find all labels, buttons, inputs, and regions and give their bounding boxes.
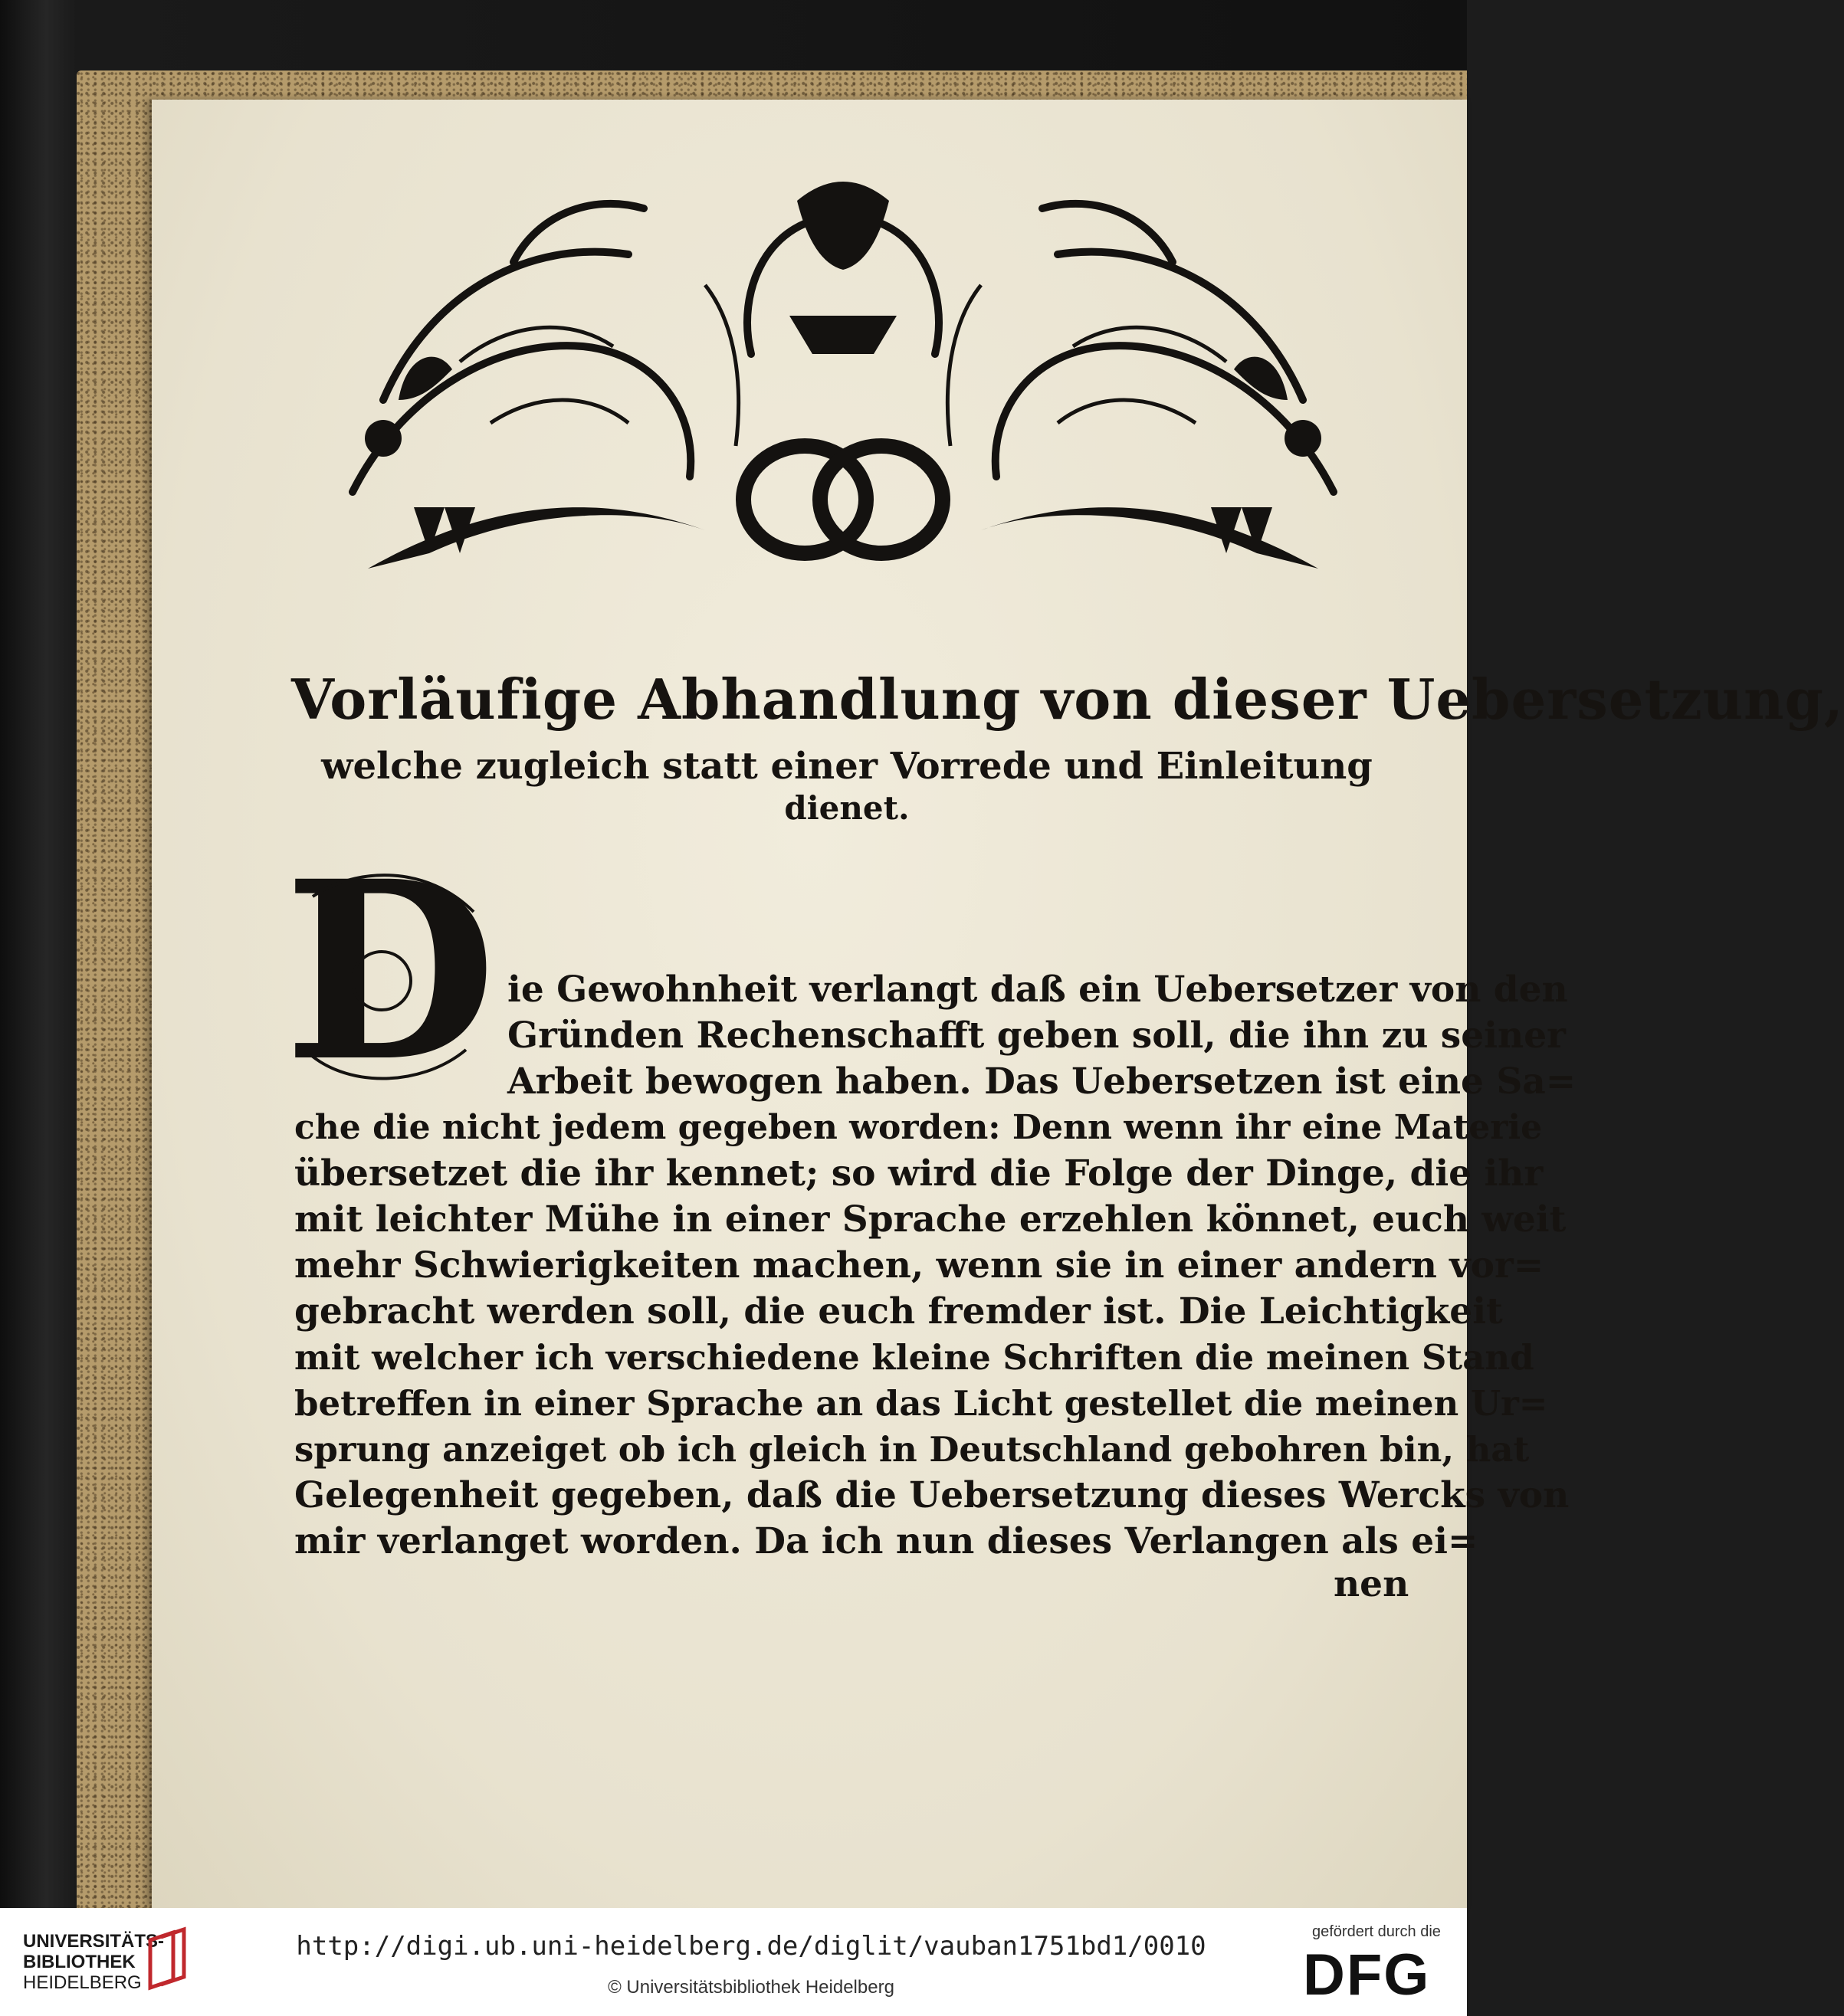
copyright-text: © Universitätsbibliothek Heidelberg [608,1977,894,1998]
library-name-line2: BIBLIOTHEK [23,1952,136,1972]
library-logo-icon [146,1932,192,1988]
library-name-line3: HEIDELBERG [23,1972,142,1993]
text-line-11: sprung anzeiget ob ich gleich in Deutschland gebohren bin, hat [294,1429,1530,1470]
dfg-logo[interactable]: DFG [1303,1942,1431,2008]
text-line-12: Gelegenheit gegeben, daß die Uebersetzung dieses Wercks von [294,1474,1570,1516]
footer-bar [0,1908,1467,2016]
woodcut-ornament [337,170,1349,584]
page-subtitle: welche zugleich statt einer Vorrede und Einleitung [321,745,1373,788]
text-line-10: betreffen in einer Sprache an das Licht gestellet die meinen Ur= [294,1383,1548,1424]
permalink-url[interactable]: http://digi.ub.uni-heidelberg.de/diglit/vauban1751bd1/0010 [296,1931,1206,1962]
text-line-5: übersetzet die ihr kennet; so wird die Folge der Dinge, die ihr [294,1152,1544,1195]
page-subtitle-end: dienet. [784,789,910,827]
text-line-4: che die nicht jedem gegeben worden: Denn wenn ihr eine Materie [294,1108,1543,1147]
text-line-13: mir verlanget worden. Da ich nun dieses Verlangen als ei= [294,1520,1478,1562]
page-title: Vorläufige Abhandlung von dieser Uebersetzung, [291,667,1844,732]
funded-by-label: gefördert durch die [1312,1923,1441,1940]
library-logo-text[interactable] [23,1931,164,1993]
text-line-3: Arbeit bewogen haben. Das Uebersetzen ist eine Sa= [507,1060,1577,1103]
text-line-1: ie Gewohnheit verlangt daß ein Uebersetzer von den [507,969,1568,1011]
catchword: nen [1334,1563,1409,1605]
text-line-6: mit leichter Mühe in einer Sprache erzehlen könnet, euch weit [294,1198,1567,1241]
decorated-initial [284,828,497,1116]
initial-letter: D [284,828,497,1116]
text-line-7: mehr Schwierigkeiten machen, wenn sie in einer andern vor= [294,1244,1544,1287]
library-name-line1: UNIVERSITÄTS- [23,1931,165,1952]
text-line-8: gebracht werden soll, die euch fremder ist. Die Leichtigkeit [294,1290,1503,1333]
text-line-2: Gründen Rechenschafft geben soll, die ihn zu seiner [507,1015,1566,1057]
ornament-graphic [337,170,1349,584]
text-line-9: mit welcher ich verschiedene kleine Schriften die meinen Stand [294,1337,1534,1378]
